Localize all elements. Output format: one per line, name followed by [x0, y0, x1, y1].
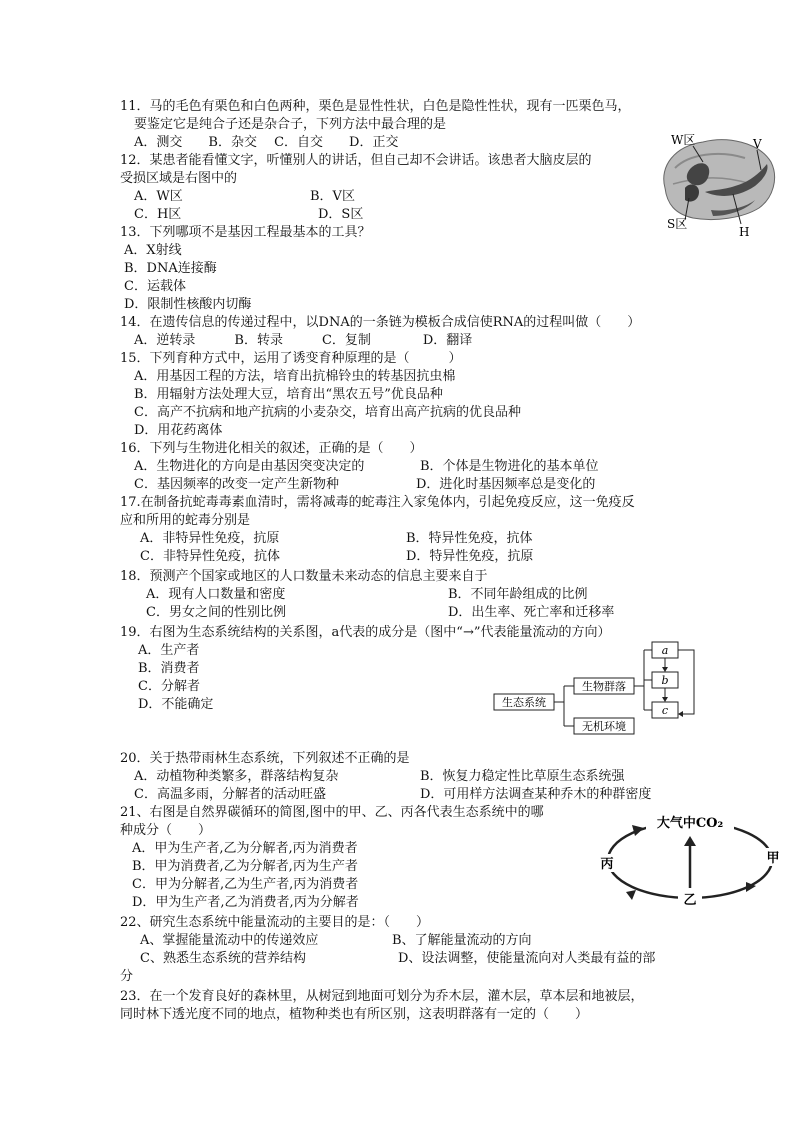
- q11-options: A．测交 B．杂交 C．自交 D．正交: [134, 135, 399, 150]
- eco-label-community: 生物群落: [582, 680, 626, 693]
- q21-stem-line1: 21、右图是自然界碳循环的简图,图中的甲、乙、丙各代表生态系统中的哪: [120, 805, 544, 820]
- q19-option-d: D．不能确定: [138, 697, 214, 712]
- q21-option-c: C．甲为分解者,乙为生产者,丙为消费者: [132, 877, 359, 892]
- q19-option-b: B．消费者: [138, 661, 200, 676]
- brain-label-h: H: [739, 225, 750, 239]
- q16-option-b: B．个体是生物进化的基本单位: [420, 459, 599, 474]
- q16-option-d: D．进化时基因频率总是变化的: [416, 477, 596, 492]
- q20-stem: 20．关于热带雨林生态系统，下列叙述不正确的是: [120, 751, 410, 766]
- q21-option-b: B．甲为消费者,乙为分解者,丙为生产者: [132, 859, 358, 874]
- brain-label-v: V: [753, 137, 762, 151]
- eco-label-b: b: [661, 674, 669, 687]
- ecosystem-figure: [490, 638, 700, 738]
- q15-stem: 15．下列育种方式中，运用了诱变育种原理的是（ ）: [120, 351, 462, 366]
- q20-option-b: B．恢复力稳定性比草原生态系统强: [420, 769, 625, 784]
- q11-stem-line1: 11．马的毛色有栗色和白色两种，栗色是显性性状，白色是隐性性状，现有一匹栗色马，: [120, 99, 631, 114]
- q20-option-a: A．动植物种类繁多，群落结构复杂: [134, 769, 339, 784]
- q13-option-d: D．限制性核酸内切酶: [124, 297, 252, 312]
- q16-stem: 16．下列与生物进化相关的叙述，正确的是（ ）: [120, 441, 423, 456]
- q14-options: A．逆转录 B．转录 C．复制 D．翻译: [134, 333, 473, 348]
- carbon-label-atmosphere: 大气中CO₂: [656, 816, 724, 831]
- q14-stem: 14．在遗传信息的传递过程中，以DNA的一条链为模板合成信使RNA的过程叫做（ ）: [120, 315, 641, 330]
- q19-option-c: C．分解者: [138, 679, 200, 694]
- q23-stem-line1: 23．在一个发育良好的森林里，从树冠到地面可划分为乔木层，灌木层，草本层和地被层，: [120, 989, 644, 1004]
- brain-label-w: W区: [671, 133, 696, 147]
- q21-stem-line2: 种成分（ ）: [120, 823, 212, 838]
- q12-option-a: A．W区: [134, 189, 183, 204]
- q22-option-a: A、掌握能量流动中的传递效应: [140, 933, 319, 948]
- q22-option-d: D、设法调整，使能量流向对人类最有益的部: [398, 951, 656, 966]
- q18-option-a: A．现有人口数量和密度: [146, 587, 286, 602]
- q22-option-b: B、了解能量流动的方向: [392, 933, 532, 948]
- q22-option-d-cont: 分: [120, 969, 134, 984]
- q12-option-d: D．S区: [318, 207, 364, 222]
- q13-option-c: C．运载体: [124, 279, 186, 294]
- q18-stem: 18．预测产个国家或地区的人口数量未来动态的信息主要来自于: [120, 569, 488, 584]
- q16-option-c: C．基因频率的改变一定产生新物种: [134, 477, 339, 492]
- carbon-cycle-figure: [596, 808, 784, 910]
- q17-option-c: C．非特异性免疫，抗体: [140, 549, 280, 564]
- q12-stem-line1: 12．某患者能看懂文字，听懂别人的讲话，但自己却不会讲话。该患者大脑皮层的: [120, 153, 592, 168]
- q17-stem-line2: 应和所用的蛇毒分别是: [120, 513, 251, 528]
- eco-label-environment: 无机环境: [582, 720, 626, 733]
- q15-option-b: B．用辐射方法处理大豆，培育出“黑农五号”优良品种: [134, 387, 443, 402]
- q20-option-c: C．高温多雨，分解者的活动旺盛: [134, 787, 326, 802]
- q22-stem: 22、研究生态系统中能量流动的主要目的是：（ ）: [120, 915, 430, 930]
- carbon-label-yi: 乙: [683, 893, 697, 908]
- q22-option-c: C、熟悉生态系统的营养结构: [140, 951, 306, 966]
- q15-option-d: D．用花药离体: [134, 423, 223, 438]
- q13-stem: 13．下列哪项不是基因工程最基本的工具？: [120, 225, 371, 240]
- q13-option-b: B．DNA连接酶: [124, 261, 217, 276]
- q12-stem-line2: 受损区域是右图中的: [120, 171, 238, 186]
- q11-stem-line2: 要鉴定它是纯合子还是杂合子，下列方法中最合理的是: [134, 117, 447, 132]
- q18-option-c: C．男女之间的性别比例: [146, 605, 286, 620]
- eco-label-system: 生态系统: [502, 696, 546, 709]
- q15-option-c: C．高产不抗病和地产抗病的小麦杂交，培育出高产抗病的优良品种: [134, 405, 521, 420]
- q17-option-a: A．非特异性免疫，抗原: [140, 531, 280, 546]
- q18-option-d: D．出生率、死亡率和迁移率: [448, 605, 615, 620]
- q13-option-a: A．X射线: [124, 243, 182, 258]
- eco-label-c: c: [661, 704, 669, 717]
- q19-stem: 19．右图为生态系统结构的关系图，a代表的成分是（图中“→”代表能量流动的方向）: [120, 625, 611, 640]
- q21-option-d: D．甲为生产者,乙为消费者,丙为分解者: [132, 895, 359, 910]
- q17-option-d: D．特异性免疫，抗原: [406, 549, 534, 564]
- q12-option-b: B．V区: [310, 189, 355, 204]
- eco-label-a: a: [661, 644, 669, 657]
- q17-stem-line1: 17.在制备抗蛇毒毒素血清时，需将减毒的蛇毒注入家兔体内，引起免疫反应，这一免疫反: [120, 495, 635, 510]
- carbon-label-bing: 丙: [600, 857, 614, 872]
- q20-option-d: D．可用样方法调查某种乔木的种群密度: [420, 787, 652, 802]
- carbon-label-jia: 甲: [766, 851, 780, 866]
- q12-option-c: C．H区: [134, 207, 182, 222]
- brain-figure: [655, 128, 780, 240]
- q19-option-a: A．生产者: [138, 643, 200, 658]
- q16-option-a: A．生物进化的方向是由基因突变决定的: [134, 459, 365, 474]
- q17-option-b: B．特异性免疫，抗体: [406, 531, 533, 546]
- q21-option-a: A．甲为生产者,乙为分解者,丙为消费者: [132, 841, 358, 856]
- q18-option-b: B．不同年龄组成的比例: [448, 587, 588, 602]
- q23-stem-line2: 同时林下透光度不同的地点，植物种类也有所区别，这表明群落有一定的（ ）: [120, 1007, 589, 1022]
- q15-option-a: A．用基因工程的方法，培育出抗棉铃虫的转基因抗虫棉: [134, 369, 456, 384]
- brain-label-s: S区: [667, 217, 688, 231]
